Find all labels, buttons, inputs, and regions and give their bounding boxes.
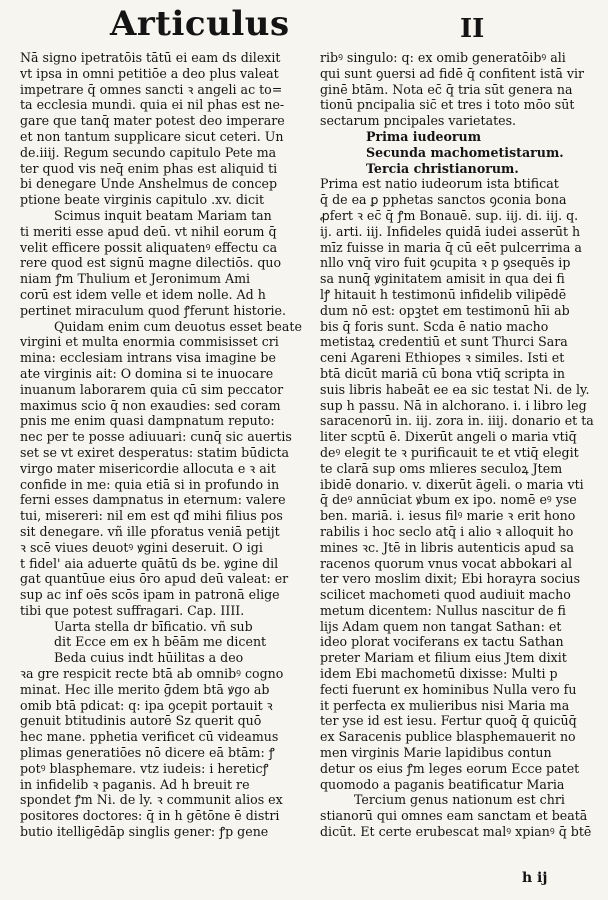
text-line: ter yse id est iesu. Fertur quoq̄ q̄ quicūq̄: [320, 713, 577, 729]
text-line: ta ecclesia mundi. quia ei nil phas est ne-: [20, 97, 285, 113]
text-line: mina: ecclesiam intrans visa imagine be: [20, 350, 276, 366]
text-line: spondet ꝭm Ni. de ly. ꝛ communit alios ex: [20, 792, 283, 808]
text-line: ribꝰ singulo: q: ex omib generatōibꝰ ali: [320, 50, 566, 65]
text-line: positores doctores: q̄ in h gētōne ē distri: [20, 808, 280, 824]
text-line: ter vero moslim dixit; Ebi horayra socius: [320, 571, 581, 587]
text-line: bi denegare Unde Anshelmus de concep: [20, 176, 278, 192]
text-line: te clarā sup oms mlieres seculoꝝ Jtem: [320, 460, 563, 476]
text-line: btā dicūt mariā cū bona vtiq̄ scripta in: [320, 365, 566, 381]
text-line: ferni esses dampnatus in eternum: valere: [20, 492, 286, 508]
text-line: mīz fuisse in maria q̄ cū eēt pulcerrima a: [320, 239, 582, 255]
text-line: ter quod vis neq̄ enim phas est aliquid ti: [20, 160, 278, 176]
text-line: tionū pncipalia sic̄ et tres i toto mōo sūt: [320, 97, 575, 113]
text-line: ij. arti. iij. Infideles quidā iudei asserūt h: [320, 223, 581, 239]
text-line: Tercium genus nationum est chri: [354, 792, 565, 808]
text-line: hec mane. pphetia verificet cū videamus: [20, 729, 279, 745]
text-line: ꝛa gre respicit recte btā ab omnibꝰ cogno: [20, 666, 284, 682]
text-line: pnis me enim quasi dampnatum reputo:: [20, 413, 275, 429]
text-line: maximus scio q̄ non exaudies: sed coram: [20, 397, 281, 413]
text-line: impetrare q̄ omnes sancti ꝛ angeli ac to=: [20, 81, 283, 97]
text-line: dicūt. Et certe erubescat malꝰ xpianꝰ q̄ btē: [320, 824, 592, 840]
text-line: sup h passu. Nā in alchorano. i. i libro leg: [320, 397, 587, 413]
text-line: bis q̄ foris sunt. Scda ē natio macho: [320, 318, 549, 334]
text-line: stianorū qui omnes eam sanctam et beatā: [320, 808, 588, 824]
text-line: ex Saracenis publice blasphemauerit no: [320, 729, 576, 745]
folio-number: II: [460, 14, 485, 44]
text-line: sa nunq̄ ꝟginitatem amisit in qua dei fi: [320, 271, 565, 287]
text-line: gat quantūue eius ōro apud deū valeat: er: [20, 571, 289, 587]
text-line: dit Ecce em ex h bēām me dicent: [54, 634, 267, 650]
text-line: omib btā pdicat: q: ipa ꝯcepit portauit ꝛ: [20, 697, 273, 713]
text-line: t fidel' aia aduerte quātū ds be. ꝟgine dil: [20, 555, 279, 571]
text-line: velit efficere possit aliquatenꝰ effectu ca: [20, 239, 278, 255]
text-line: et non tantum supplicare sicut ceteri. Un: [20, 128, 284, 144]
text-line: in infidelib ꝛ paganis. Ad h breuit re: [20, 776, 250, 792]
text-line: ceni Agareni Ethiopes ꝛ similes. Isti et: [320, 350, 565, 366]
text-line: sit denegare. vñ ille pforatus veniā petijt: [20, 523, 280, 539]
text-line: tui, misereri: nil em est qđ mihi filius pos: [20, 508, 283, 524]
text-line: men virginis Marie lapidibus contun: [320, 745, 552, 761]
text-line: fecti fuerunt ex hominibus Nulla vero fu: [320, 681, 577, 697]
text-line: rere quod est signū magne dilectiōs. quo: [20, 255, 282, 271]
text-line: de.iiij. Regum secundo capitulo Pete ma: [20, 144, 277, 160]
text-line: lijs Adam quem non tangat Sathan: et: [320, 618, 562, 634]
text-line: niam ꝭm Thulium et Jeronimum Ami: [20, 271, 251, 287]
right-text-column: [320, 50, 596, 840]
text-line: deꝰ elegit te ꝛ purificauit te et vtiq̄ elegit: [320, 444, 579, 460]
text-line: plimas generatiōes nō dicere eā btām: ꝭ: [20, 745, 275, 761]
text-line: potꝰ blasphemare. vtz iudeis: i hereticꝭ: [20, 760, 269, 776]
text-line: gare que tanq̄ mater potest deo imperare: [20, 113, 285, 129]
text-line: ꝓfert ꝛ ec̄ q̄ ꝭm Bonauē. sup. iij. di. iij. q.: [320, 207, 579, 223]
text-line: confide in me: quia etiā si in profundo in: [20, 476, 280, 492]
text-line: sup ac inf oēs scōs ipam in patronā elige: [20, 587, 280, 603]
text-line: set se vt exiret desperatus: statim būdicta: [20, 444, 290, 460]
text-line: Quidam enim cum deuotus esset beate: [54, 318, 302, 334]
text-line: Nā signo ipetratōis tātū ei eam ds dilexit: [20, 50, 281, 65]
text-line: suis libris habeāt ee ea sic testat Ni. de ly.: [320, 381, 590, 397]
text-line: Beda cuius indt hūilitas a deo: [54, 650, 244, 666]
text-line: liter scptū ē. Dixerūt angeli o maria vtiq̄: [320, 429, 577, 445]
text-line: quomodo a paganis beatificatur Maria: [320, 776, 565, 792]
text-line: sectarum pncipales varietates.: [320, 113, 517, 129]
text-line: Prima iudeorum: [366, 128, 482, 144]
text-line: idem Ebi machometū dixisse: Multi p: [320, 666, 558, 682]
text-line: mines ꝛc. Jtē in libris autenticis apud sa: [320, 539, 574, 555]
signature-mark: h ij: [522, 870, 548, 886]
text-line: virgini et multa enormia commisisset cri: [20, 334, 279, 350]
text-line: nllo vnq̄ viro fuit ꝯcupita ꝛ p ꝯsequēs ip: [320, 255, 571, 271]
running-title: Articulus: [110, 4, 290, 44]
text-line: detur os eius ꝭm leges eorum Ecce patet: [320, 760, 580, 776]
text-line: saracenorū in. iij. zora in. iiij. donario et ta: [320, 413, 594, 429]
text-line: dum nō est: opꝫtet em testimonū hīi ab: [320, 302, 570, 318]
text-line: ibidē donario. v. dixerūt āgeli. o maria vti: [320, 476, 584, 492]
text-line: Prima est natio iudeorum ista btificat: [320, 176, 559, 192]
text-line: preter Mariam et filium eius Jtem dixit: [320, 650, 567, 666]
text-line: metistaꝝ credentiū et sunt Thurci Sara: [320, 334, 568, 350]
text-line: Tercia christianorum.: [366, 160, 519, 176]
text-line: ideo plorat vociferans ex tactu Sathan: [320, 634, 564, 650]
text-line: butio itelligēdāp singlis gener: ꝭp gene: [20, 824, 269, 840]
text-line: virgo mater misericordie allocuta e ꝛ ait: [20, 460, 276, 476]
text-line: vt ipsa in omni petitiōe a deo plus valeat: [20, 65, 279, 81]
text-line: ptione beate virginis capitulo .xv. dicit: [20, 192, 265, 208]
text-line: Scimus inquit beatam Mariam tan: [54, 207, 272, 223]
text-line: ti meriti esse apud deū. vt nihil eorum q̄: [20, 223, 277, 239]
text-line: it perfecta ex mulieribus nisi Maria ma: [320, 697, 570, 713]
text-line: ginē btām. Nota ec̄ q̄ tria sūt genera na: [320, 81, 573, 97]
text-line: minat. Hec ille merito ḡdem btā ꝟgo ab: [20, 681, 270, 697]
text-line: metum dicentem: Nullus nascitur de fi: [320, 602, 566, 618]
text-line: ate virginis ait: O domina si te inuocare: [20, 365, 274, 381]
text-line: pertinet miraculum quod ꝭferunt historie.: [20, 302, 286, 318]
left-text-column: [20, 50, 308, 840]
text-line: nec per te posse adiuuari: cunq̄ sic auertis: [20, 429, 292, 445]
text-line: lꝭ hitauit h testimonū infidelib vilipēdē: [320, 286, 567, 302]
text-line: Secunda machometistarum.: [366, 144, 564, 160]
text-line: ben. mariā. i. iesus filꝰ marie ꝛ erit hono: [320, 508, 576, 524]
text-line: tibi que potest suffragari. Cap. IIII.: [20, 602, 245, 618]
text-line: q̄ de ea ꝑ pphetas sanctos ꝯconia bona: [320, 192, 567, 208]
text-line: scilicet machometi quod audiuit macho: [320, 587, 571, 603]
text-line: q̄ deꝰ annūciat ꝟbum ex ipo. nomē eꝰ yse: [320, 492, 577, 508]
text-line: ꝛ scē viues deuotꝰ ꝟgini deseruit. O igi: [20, 539, 263, 555]
text-line: corū est idem velle et idem nolle. Ad h: [20, 286, 266, 302]
text-line: genuit btitudinis autorē Sz querit quō: [20, 713, 262, 729]
text-line: inuanum laborarem quia cū sim peccator: [20, 381, 284, 397]
text-line: rabilis i hoc seclo atq̄ i alio ꝛ alloquit ho: [320, 523, 574, 539]
text-line: qui sunt ꝯuersi ad fidē q̄ confitent istā vir: [320, 65, 585, 81]
text-line: racenos quorum vnus vocat abbokari al: [320, 555, 573, 571]
text-line: Uarta stella dr bīficatio. vñ sub: [54, 618, 253, 634]
